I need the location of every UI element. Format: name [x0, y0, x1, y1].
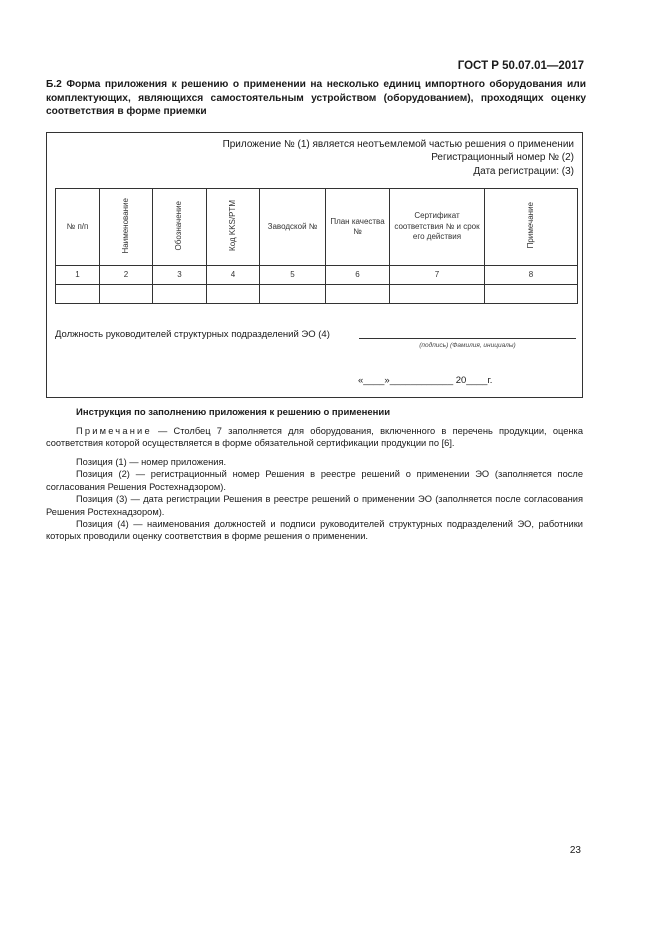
col-header-certificate: Сертификат соответствия № и срок его действия: [390, 189, 485, 266]
col-number: 1: [56, 266, 100, 285]
table-cell[interactable]: [153, 285, 207, 304]
table-row: [56, 285, 578, 304]
table-cell[interactable]: [207, 285, 260, 304]
table-cell[interactable]: [485, 285, 578, 304]
table-cell[interactable]: [100, 285, 153, 304]
position-item: Позиция (3) — дата регистрации Решения в реестре решений о применении ЭО (заполняется после согласования Решения Ростехнадзором).: [46, 494, 583, 517]
signature-line[interactable]: [359, 338, 576, 339]
reg-date-line: Дата регистрации: (3): [473, 165, 574, 177]
col-number: 7: [390, 266, 485, 285]
page-number: 23: [569, 845, 581, 856]
col-header-designation: Обозначение: [174, 200, 184, 250]
col-header-kks-code: Код KKS/PTM: [227, 199, 237, 251]
col-number: 8: [485, 266, 578, 285]
note-label: Примечание: [76, 426, 152, 436]
col-number: 4: [207, 266, 260, 285]
table-cell[interactable]: [390, 285, 485, 304]
col-header-note: Примечание: [525, 202, 535, 249]
table-header-row: [56, 189, 578, 266]
table-number-row: [56, 266, 578, 285]
attachment-info: [223, 138, 574, 178]
instructions-heading: Инструкция по заполнению приложения к решению о применении: [76, 407, 391, 418]
form-frame: [46, 132, 583, 398]
col-number: 6: [326, 266, 390, 285]
col-number: 2: [100, 266, 153, 285]
col-header-number: № п/п: [56, 189, 100, 266]
reg-number-line: Регистрационный номер № (2): [431, 152, 574, 164]
date-line: «____»____________ 20____г.: [358, 375, 493, 386]
position-item: Позиция (1) — номер приложения.: [76, 457, 227, 467]
note-text: — Столбец 7 заполняется для оборудования, включенного в перечень продукции, оценка соответствия которой осуществляется в форме обязательной сертификации продукции по [6].: [46, 426, 583, 449]
note-paragraph: [46, 425, 583, 450]
table-cell[interactable]: [260, 285, 326, 304]
positions-list: [46, 456, 583, 543]
equipment-table: [55, 188, 578, 304]
position-item: Позиция (4) — наименования должностей и подписи руководителей структурных подразделений ЭО, работники которых проводили оценку соответствия в форме решения о применении.: [46, 519, 583, 542]
section-title: Б.2 Форма приложения к решению о применении на несколько единиц импортного оборудования или комплектующих, являющихся самостоятельным устройством (оборудованием), проходящих оценку соответствия в форме приемки: [46, 79, 586, 117]
signature-hint: (подпись) (Фамилия, инициалы): [419, 342, 516, 349]
col-number: 5: [260, 266, 326, 285]
col-header-serial: Заводской №: [260, 189, 326, 266]
position-item: Позиция (2) — регистрационный номер Решения в реестре решений о применении ЭО (заполняется после согласования Решения Ростехнадзором).: [46, 469, 583, 492]
table-cell[interactable]: [56, 285, 100, 304]
col-header-name: Наименование: [120, 197, 130, 253]
signature-label: Должность руководителей структурных подразделений ЭО (4): [55, 329, 330, 340]
col-header-quality-plan: План качества №: [326, 189, 390, 266]
attachment-line: Приложение № (1) является неотъемлемой частью решения о применении: [222, 139, 574, 150]
document-header: ГОСТ Р 50.07.01—2017: [457, 60, 584, 72]
col-number: 3: [153, 266, 207, 285]
table-cell[interactable]: [326, 285, 390, 304]
